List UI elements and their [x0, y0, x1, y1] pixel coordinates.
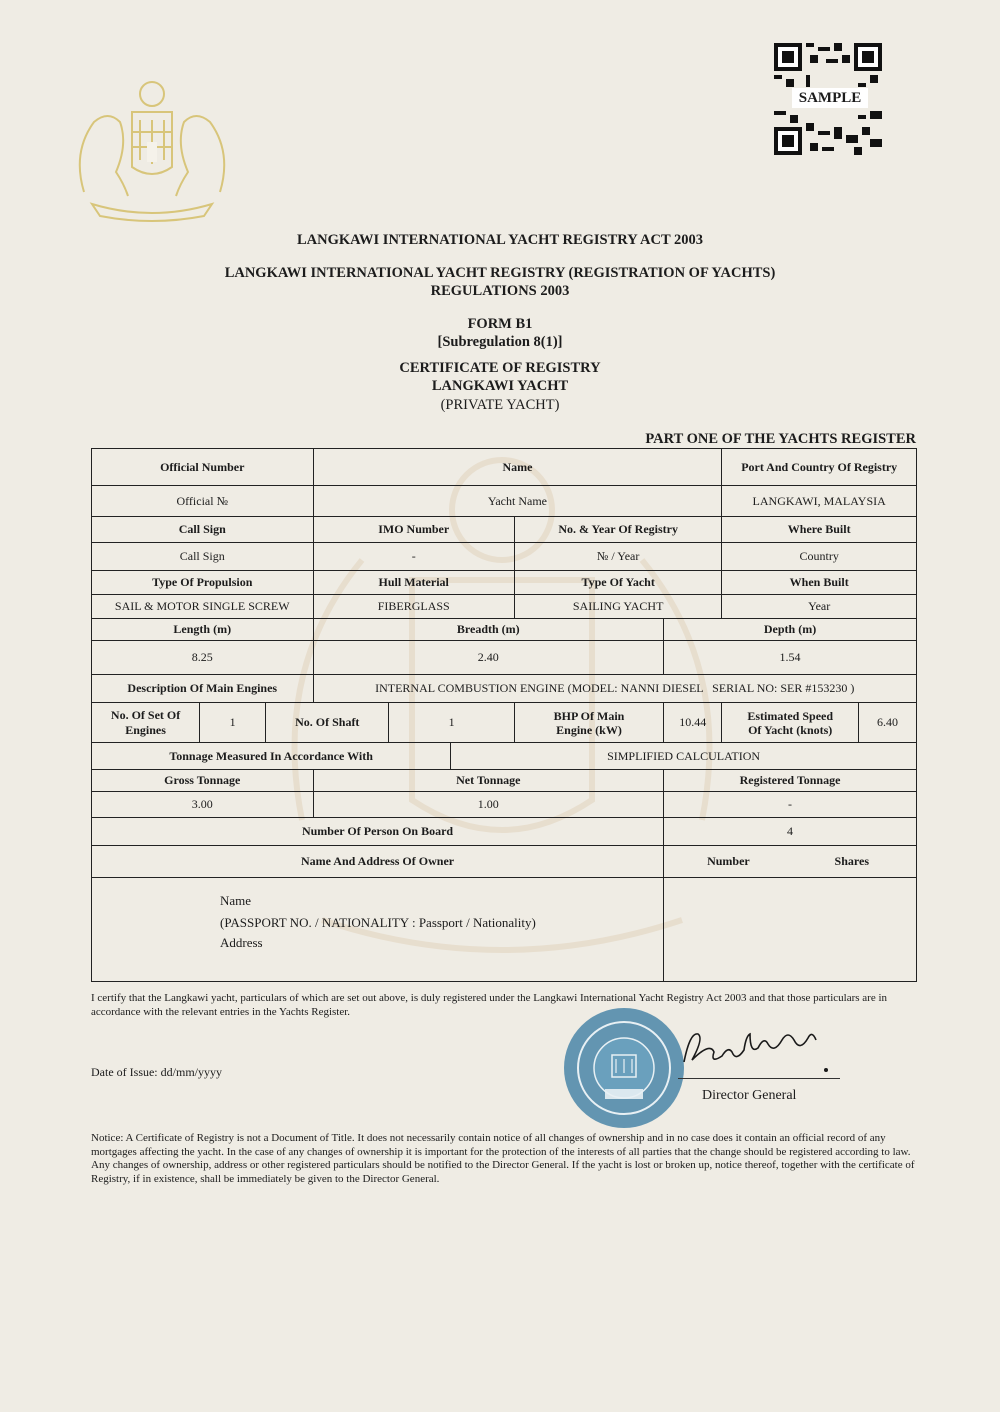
bhp-label [514, 703, 663, 743]
when-built-label: When Built [722, 571, 917, 595]
bhp-value: 10.44 [664, 703, 722, 743]
gross-tonnage-value: 3.00 [92, 792, 314, 818]
sample-label: SAMPLE [792, 88, 868, 108]
yacht-name-value: Yacht Name [313, 486, 722, 517]
notice-text: Notice: A Certificate of Registry is not a Document of Title. It does not necessarily contain notice of all changes of ownership and in no case does it contain an official record of any mortgages affecting the yacht. In the case of any changes of ownership it is important for the protection of the interests of all parties that the change should be registered according to law. Any changes of ownership, address or other registered particulars should be notified to the Director General. If the yacht is lost or broken up, notice thereof, together with the certificate of Registry, if in existence, shall be immediately be given to the Director General. [91, 1132, 915, 1185]
certificate-type: (PRIVATE YACHT) [440, 397, 560, 413]
register-table [91, 448, 917, 982]
propulsion-value: SAIL & MOTOR SINGLE SCREW [92, 595, 314, 619]
call-sign-label: Call Sign [92, 517, 314, 543]
length-value: 8.25 [92, 641, 314, 675]
gross-tonnage-label: Gross Tonnage [92, 770, 314, 792]
signature-line [678, 1078, 840, 1079]
act-title: LANGKAWI INTERNATIONAL YACHT REGISTRY ACT 2003 [297, 232, 703, 248]
hull-label: Hull Material [313, 571, 514, 595]
imo-value: - [313, 543, 514, 571]
registered-tonnage-label: Registered Tonnage [664, 770, 917, 792]
certificate-title: CERTIFICATE OF REGISTRY [399, 360, 601, 376]
speed-label-line-2: Of Yacht (knots) [748, 722, 833, 737]
tonnage-method-label: Tonnage Measured In Accordance With [92, 743, 451, 770]
official-number-value: Official № [92, 486, 314, 517]
propulsion-label: Type Of Propulsion [92, 571, 314, 595]
shaft-value: 1 [389, 703, 515, 743]
tonnage-method-value: SIMPLIFIED CALCULATION [451, 743, 917, 770]
depth-value: 1.54 [664, 641, 917, 675]
yacht-type-label: Type Of Yacht [514, 571, 721, 595]
subregulation: [Subregulation 8(1)] [437, 334, 563, 350]
owner-details [92, 878, 664, 982]
certification-statement: I certify that the Langkawi yacht, particulars of which are set out above, is duly registered under the Langkawi International Yacht Registry Act 2003 and that those particulars are in accordance with the relevant entries in the Yachts Register. [91, 992, 888, 1018]
registered-tonnage-value: - [664, 792, 917, 818]
engines-description-label: Description Of Main Engines [92, 675, 314, 703]
speed-label-line-1: Estimated Speed [747, 708, 834, 723]
bhp-label-line-1: BHP Of Main [553, 708, 625, 723]
shaft-label: No. Of Shaft [266, 703, 389, 743]
regulations-line-2: REGULATIONS 2003 [430, 283, 570, 299]
year-registry-label: No. & Year Of Registry [514, 517, 721, 543]
owner-name: Name [220, 893, 252, 908]
register-part-title: PART ONE OF THE YACHTS REGISTER [645, 431, 916, 447]
hull-value: FIBERGLASS [313, 595, 514, 619]
shares-label: Shares [834, 854, 869, 868]
speed-value: 6.40 [859, 703, 917, 743]
engine-sets-label: No. Of Set Of Engines [92, 703, 200, 743]
call-sign-value: Call Sign [92, 543, 314, 571]
where-built-value: Country [722, 543, 917, 571]
official-number-label: Official Number [92, 449, 314, 486]
signatory-title: Director General [702, 1088, 797, 1103]
persons-on-board-value: 4 [664, 818, 917, 846]
port-label: Port And Country Of Registry [722, 449, 917, 486]
imo-label: IMO Number [313, 517, 514, 543]
owner-address: Address [220, 935, 263, 950]
coat-of-arms-icon [62, 72, 242, 222]
date-of-issue: Date of Issue: dd/mm/yyyy [91, 1065, 222, 1079]
net-tonnage-label: Net Tonnage [313, 770, 664, 792]
port-value: LANGKAWI, MALAYSIA [722, 486, 917, 517]
regulations-line-1: LANGKAWI INTERNATIONAL YACHT REGISTRY (REGISTRATION OF YACHTS) [224, 265, 776, 281]
year-registry-value: № / Year [514, 543, 721, 571]
owner-label: Name And Address Of Owner [92, 846, 664, 878]
breadth-label: Breadth (m) [313, 619, 664, 641]
owner-passport: (PASSPORT NO. / NATIONALITY : Passport / Nationality) [220, 915, 536, 930]
yacht-type-value: SAILING YACHT [514, 595, 721, 619]
certificate-subtitle: LANGKAWI YACHT [431, 378, 569, 394]
form-number: FORM B1 [467, 316, 533, 332]
bhp-label-line-2: Engine (kW) [556, 722, 622, 737]
engines-description-value: INTERNAL COMBUSTION ENGINE (MODEL: NANNI DIESEL SERIAL NO: SER #153230 ) [313, 675, 917, 703]
number-shares-header [664, 846, 917, 878]
number-label: Number [707, 854, 750, 868]
engine-sets-value: 1 [200, 703, 266, 743]
persons-on-board-label: Number Of Person On Board [92, 818, 664, 846]
shares-value-cell [664, 878, 917, 982]
depth-label: Depth (m) [664, 619, 917, 641]
signature-icon [676, 1022, 846, 1080]
official-seal-icon [561, 1005, 687, 1131]
where-built-label: Where Built [722, 517, 917, 543]
when-built-value: Year [722, 595, 917, 619]
speed-label [722, 703, 859, 743]
name-label: Name [313, 449, 722, 486]
breadth-value: 2.40 [313, 641, 664, 675]
length-label: Length (m) [92, 619, 314, 641]
net-tonnage-value: 1.00 [313, 792, 664, 818]
